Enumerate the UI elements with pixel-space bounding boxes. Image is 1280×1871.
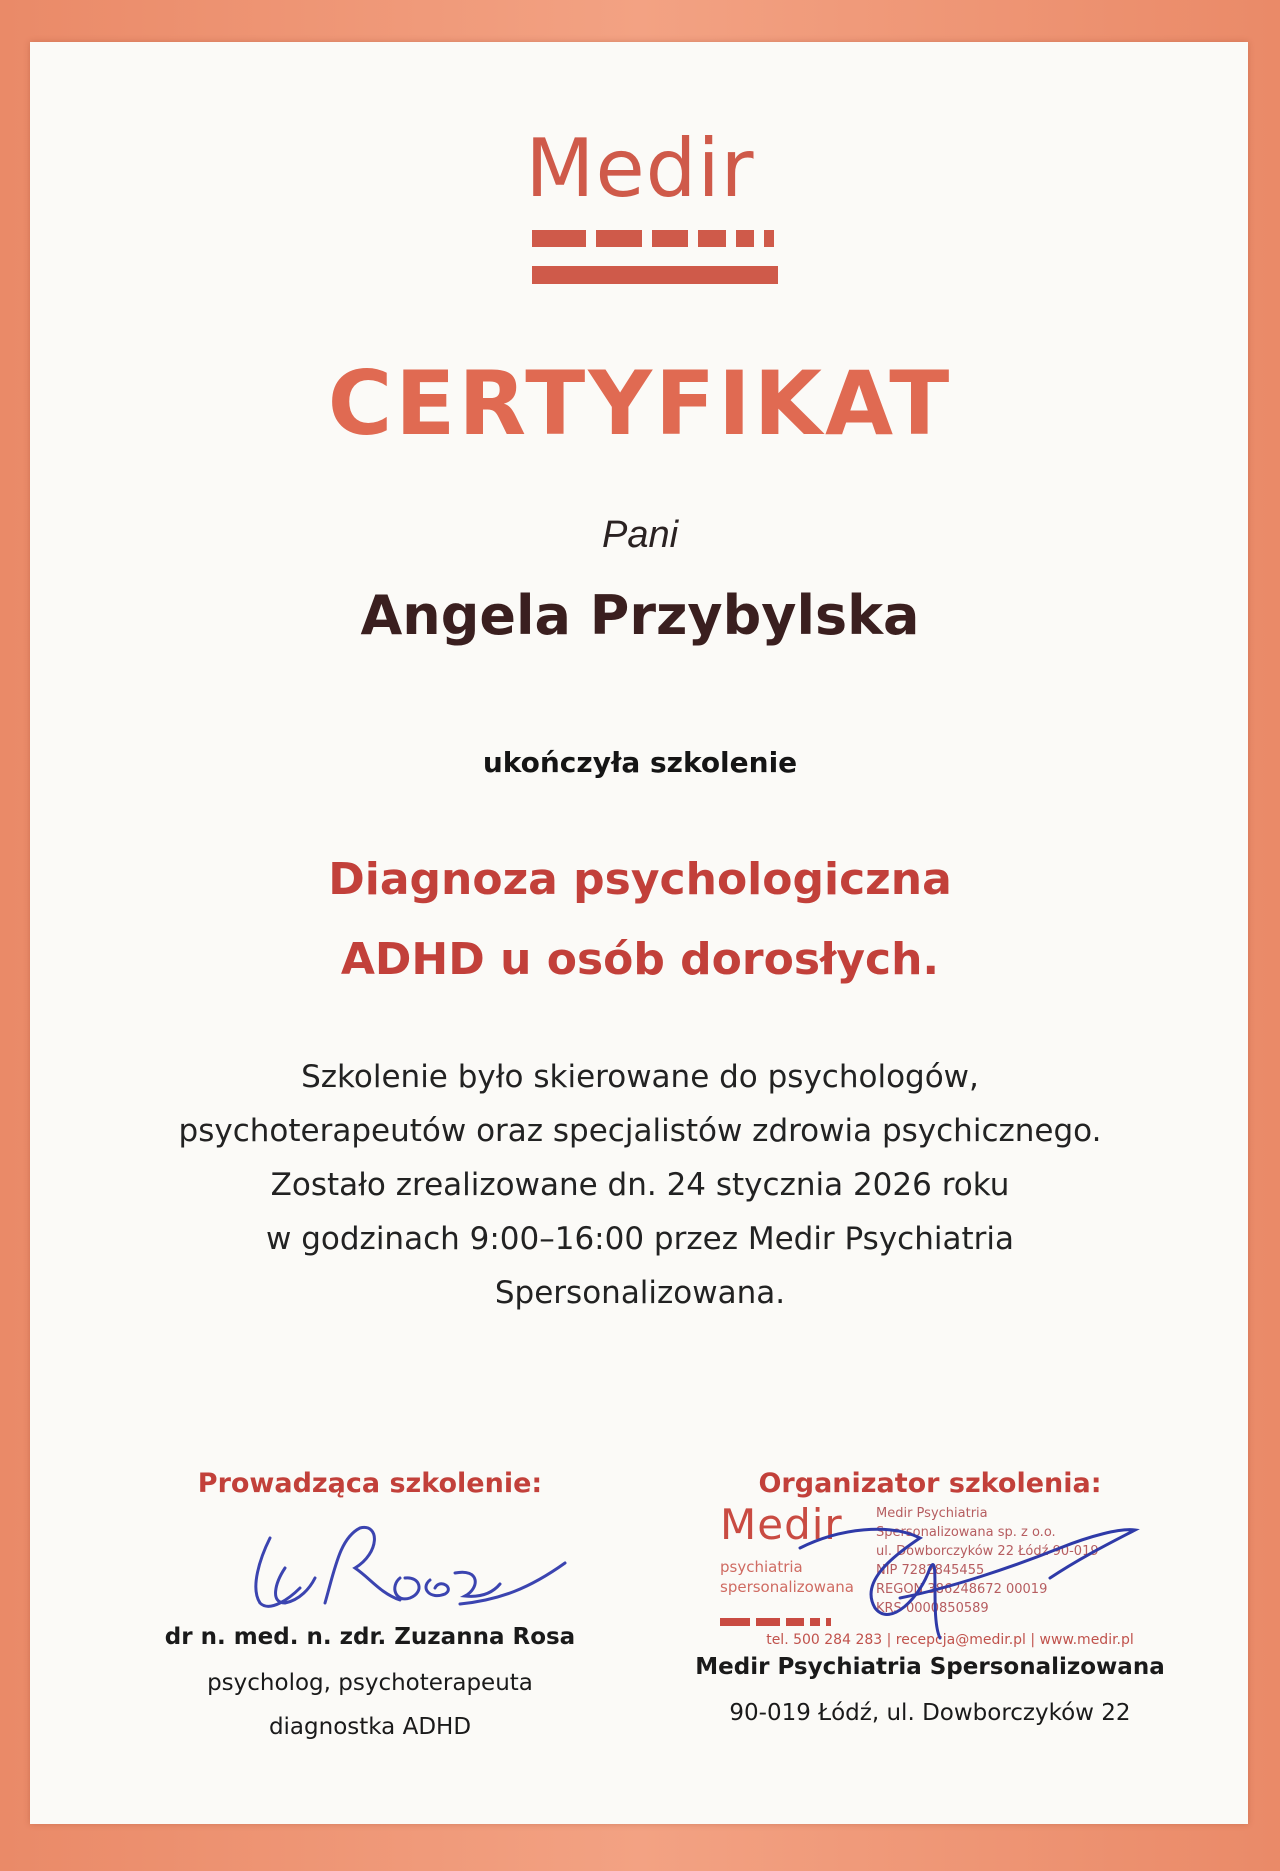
stamp-info-line: Medir Psychiatria <box>876 1506 988 1521</box>
medir-logo-bars <box>532 230 778 290</box>
description-line: psychoterapeutów oraz specjalistów zdrowia psychicznego. <box>178 1113 1102 1149</box>
stamp-info-line: ul. Dowborczyków 22 Łódź 90-019 <box>876 1544 1099 1559</box>
course-title-line: Diagnoza psychologiczna <box>328 854 952 905</box>
description-line: Zostało zrealizowane dn. 24 stycznia 2026 roku <box>270 1167 1010 1203</box>
stamp-info-line: REGON 386248672 00019 <box>876 1582 1048 1597</box>
description-line: Spersonalizowana. <box>494 1275 786 1311</box>
completed-text: ukończyła szkolenie <box>482 746 798 779</box>
trainer-role: psycholog, psychoterapeuta <box>207 1670 533 1696</box>
description-line: w godzinach 9:00–16:00 przez Medir Psychiatria <box>266 1221 1014 1257</box>
stamp-contact: tel. 500 284 283 | recepcja@medir.pl | www.medir.pl <box>766 1632 1134 1648</box>
stamp-info-line: KRS 0000850589 <box>876 1601 989 1616</box>
trainer-name: dr n. med. n. zdr. Zuzanna Rosa <box>164 1624 576 1650</box>
course-description <box>0 1050 1280 1320</box>
course-title-line: ADHD u osób dorosłych. <box>340 934 940 985</box>
trainer-heading: Prowadząca szkolenie: <box>197 1468 543 1499</box>
trainer-role: diagnostka ADHD <box>268 1714 472 1740</box>
stamp-subtitle: spersonalizowana <box>720 1578 854 1596</box>
organizer-signature <box>780 1488 1140 1648</box>
stamp-logo-text: Medir <box>720 1500 843 1549</box>
salutation: Pani <box>601 514 679 556</box>
stamp-info-line: NIP 7282845455 <box>876 1563 985 1578</box>
certificate-title: CERTYFIKAT <box>327 352 953 455</box>
organizer-heading: Organizator szkolenia: <box>758 1468 1102 1499</box>
recipient-name: Angela Przybylska <box>360 584 920 647</box>
medir-logo-text: Medir <box>525 122 755 215</box>
organizer-address: 90-019 Łódź, ul. Dowborczyków 22 <box>729 1700 1131 1726</box>
stamp-info-line: Spersonalizowana sp. z o.o. <box>876 1525 1056 1540</box>
trainer-signature-block <box>150 1468 590 1740</box>
organizer-name: Medir Psychiatria Spersonalizowana <box>695 1654 1165 1680</box>
organizer-signature-block <box>690 1468 1170 1726</box>
course-title <box>0 840 1280 1000</box>
description-line: Szkolenie było skierowane do psychologów, <box>301 1059 979 1095</box>
stamp-subtitle: psychiatria <box>720 1558 803 1576</box>
trainer-signature <box>230 1508 570 1628</box>
